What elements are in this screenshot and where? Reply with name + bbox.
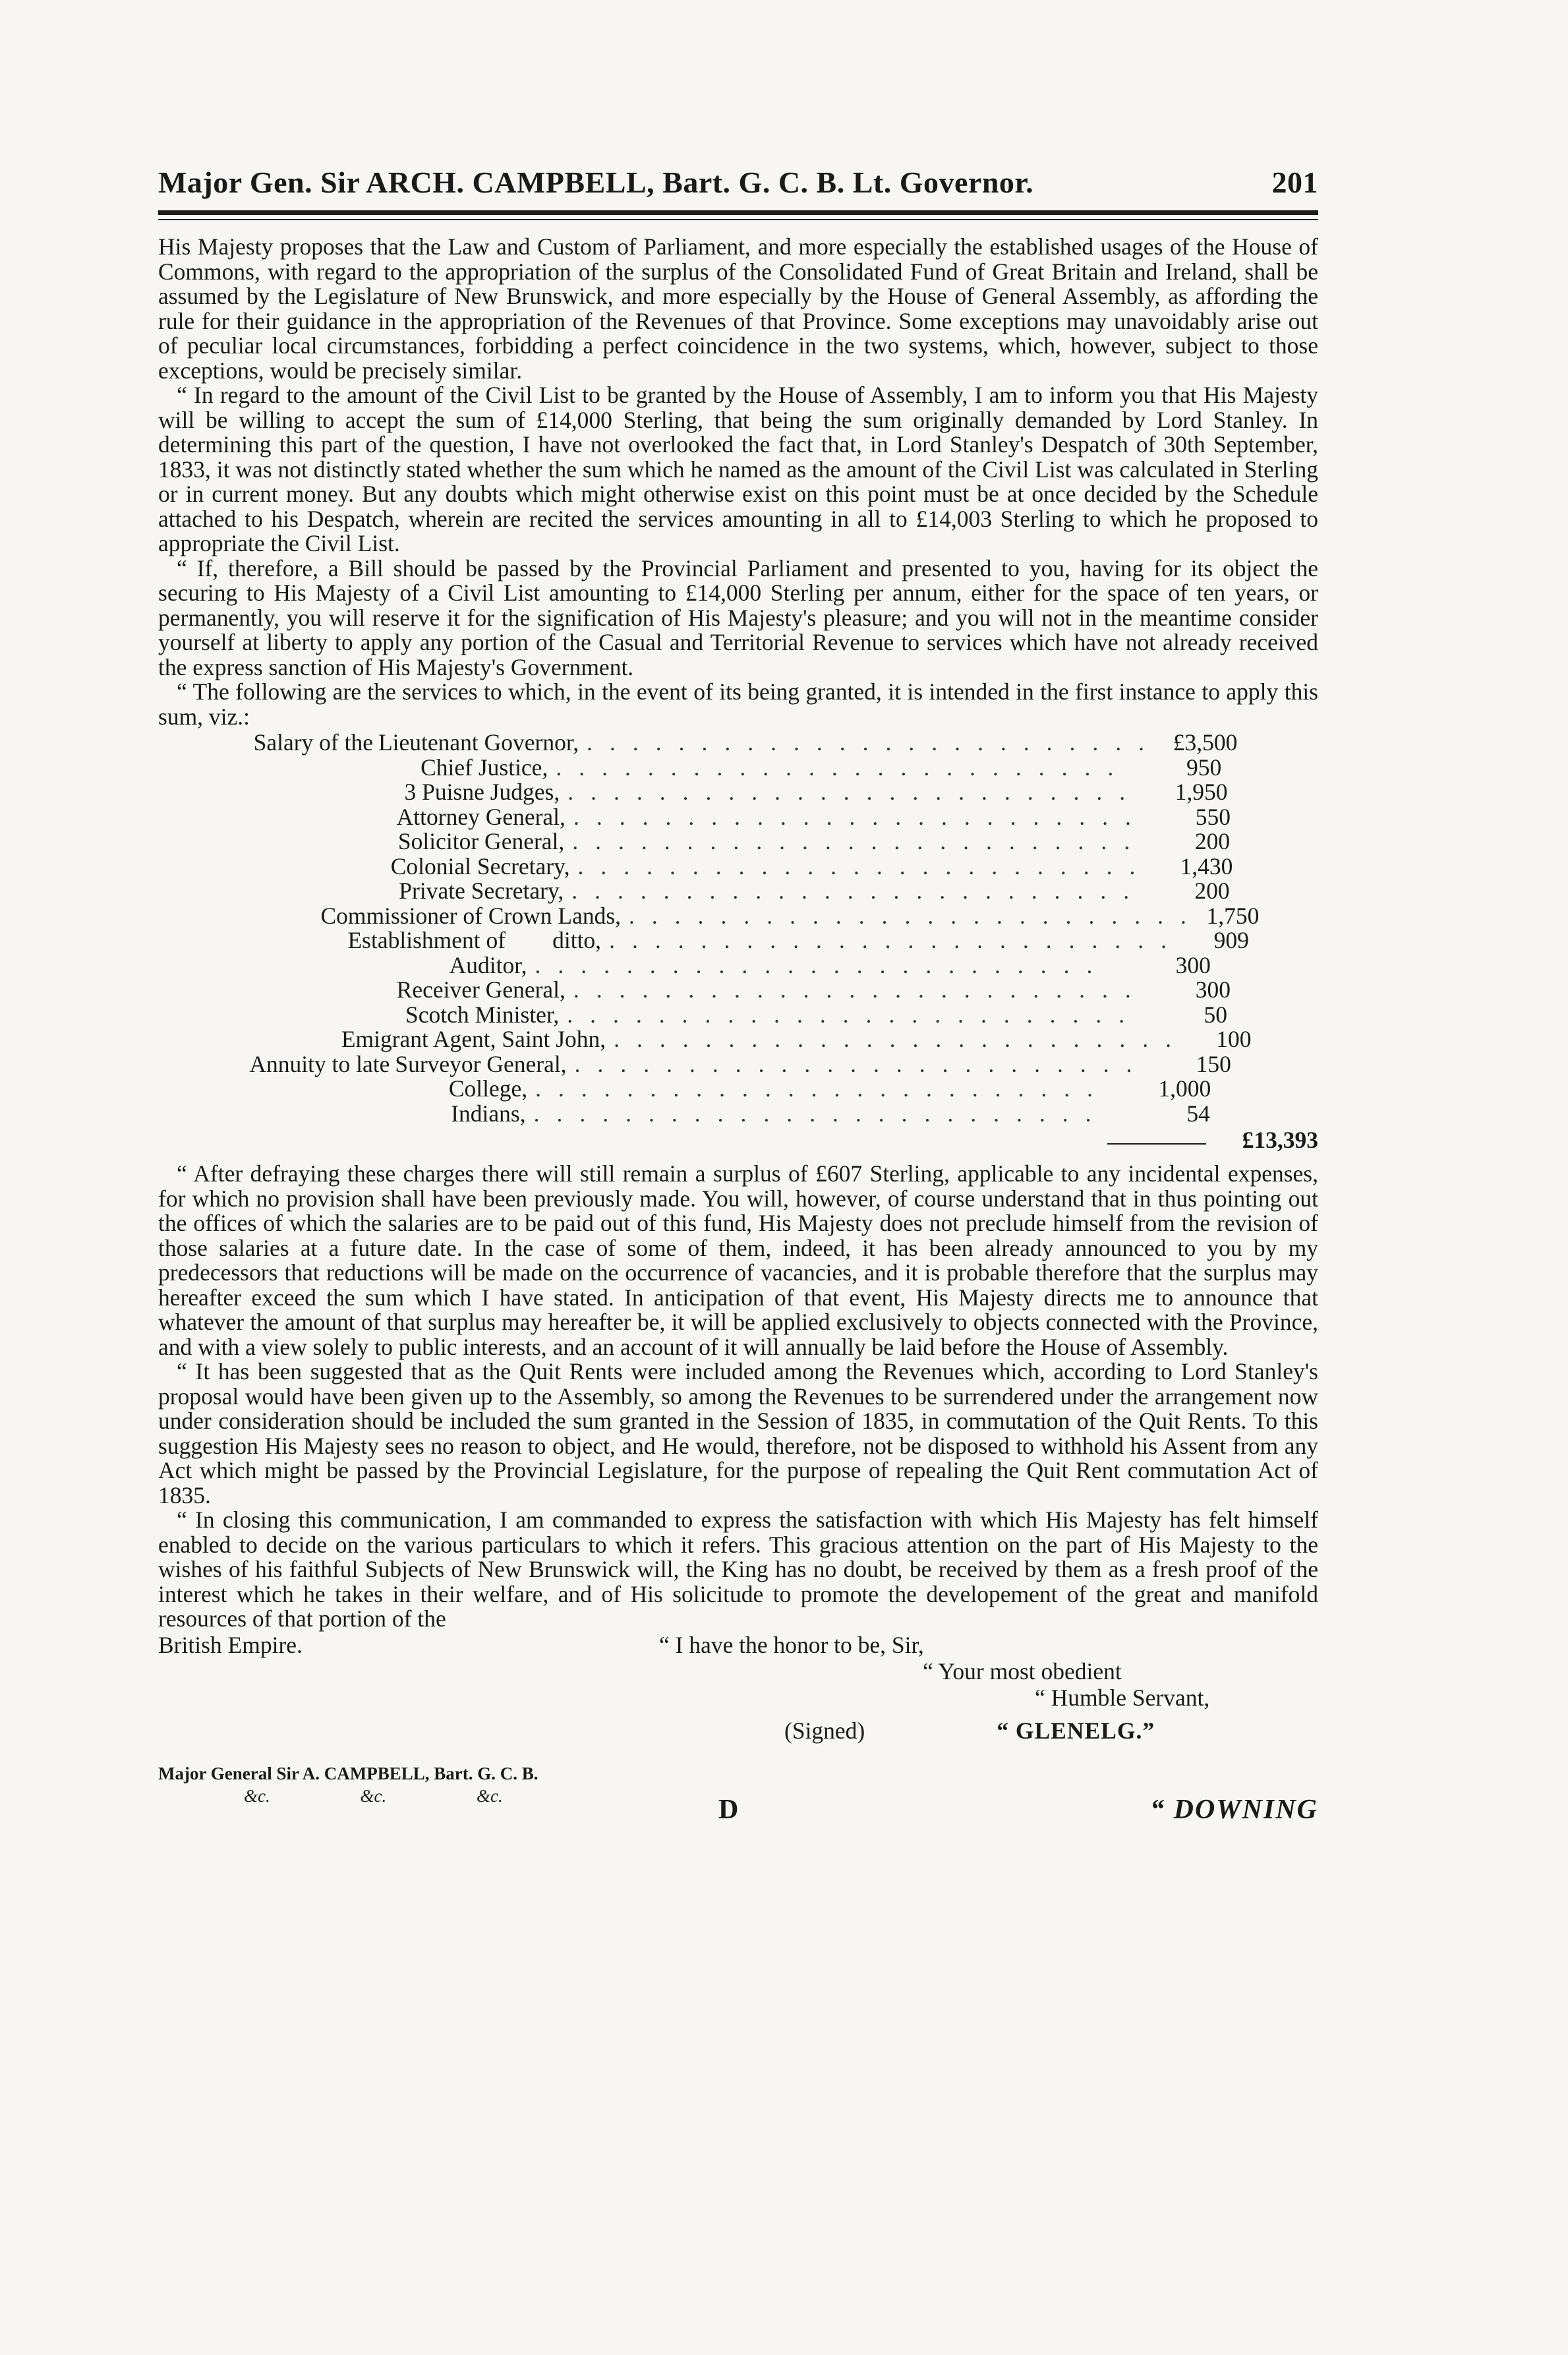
row-amount: 50 [1204, 1001, 1227, 1028]
header-rule-thin [158, 219, 1318, 220]
row-prefix [158, 805, 397, 830]
leader-dots: ......................... [571, 878, 1147, 904]
row-item: Chief Justice, [421, 754, 548, 781]
row-amount: 909 [1213, 927, 1249, 953]
closing-empire: British Empire. [158, 1631, 303, 1658]
row-prefix [158, 756, 421, 781]
leader-dots: ......................... [535, 951, 1110, 978]
row-prefix [158, 928, 348, 953]
row-amount: £3,500 [1173, 729, 1238, 756]
leader-dots: ......................... [573, 976, 1148, 1003]
table-row [158, 854, 1318, 879]
table-row [158, 829, 1318, 854]
catchword: “ DOWNING [1150, 1794, 1318, 1825]
row-item: Auditor, [449, 951, 527, 978]
row-prefix [158, 829, 398, 854]
row-prefix [158, 1077, 449, 1102]
row-amount: 100 [1216, 1026, 1252, 1052]
signature-mark: D [718, 1794, 739, 1825]
row-prefix [158, 1102, 451, 1127]
leader-dots: ......................... [587, 729, 1162, 756]
paragraph: His Majesty proposes that the Law and Custom of Parliament, and more especially the established usages of the House of Commons, with regard to the appropriation of the surplus of the Consolidated Fund of Great Britain and Ireland, shall be assumed by the Legislature of New Brunswick, and more especially by the House of General Assembly, as affording the rule for their guidance in the appropriation of the Revenues of that Province. Some exceptions may unavoidably arise out of peculiar local circumstances, forbidding a perfect coincidence in the two systems, which, however, subject to those exceptions, would be precisely similar. [158, 233, 1318, 384]
closing-servant: “ Humble Servant, [1035, 1684, 1210, 1711]
row-amount: 200 [1194, 878, 1230, 904]
table-row [158, 978, 1318, 1003]
row-item: Receiver General, [396, 976, 566, 1003]
table-row [158, 1077, 1318, 1102]
table-row [158, 730, 1318, 756]
letter-closing [158, 1632, 1318, 1744]
addressee-etc: &c. &c. &c. [244, 1785, 503, 1806]
table-row [158, 1102, 1318, 1127]
paragraph: “ It has been suggested that as the Quit Rents were included among the Revenues which, according to Lord Stanley's proposal would have been given up to the Assembly, so among the Revenues to be surrendered under the arrangement now under consideration should be included the sum granted in the Session of 1835, in commutation of the Quit Rents. To this suggestion His Majesty sees no reason to object, and He would, therefore, not be disposed to withhold his Assent from any Act which might be passed by the Provincial Legislature, for the purpose of repealing the Quit Rent commutation Act of 1835. [158, 1358, 1318, 1508]
leader-dots: ......................... [535, 1075, 1110, 1102]
body-text-continued [158, 1162, 1318, 1632]
leader-dots: ......................... [533, 1100, 1109, 1127]
leader-dots: ......................... [567, 779, 1143, 805]
row-item: 3 Puisne Judges, [404, 779, 560, 805]
row-item: Emigrant Agent, Saint John, [341, 1026, 606, 1052]
leader-dots: ......................... [567, 1001, 1142, 1028]
running-header [158, 165, 1318, 200]
row-item: Commissioner of Crown Lands, [320, 902, 622, 929]
row-item: Solicitor General, [397, 828, 565, 854]
page-number: 201 [1271, 165, 1318, 199]
paragraph: “ The following are the services to which, in the event of its being granted, it is intended in the first instance to apply this sum, viz.: [158, 678, 1318, 730]
leader-dots: ......................... [574, 1050, 1149, 1077]
leader-dots: ......................... [573, 803, 1148, 830]
leader-dots: ......................... [629, 902, 1204, 929]
closing-signed: (Signed) [784, 1717, 865, 1744]
row-amount: 950 [1186, 754, 1222, 781]
row-prefix [158, 953, 450, 978]
closing-honor: “ I have the honor to be, Sir, [659, 1631, 924, 1658]
table-row [158, 928, 1318, 953]
row-amount: 300 [1175, 951, 1211, 978]
row-prefix [158, 879, 399, 904]
row-amount: 200 [1194, 828, 1231, 854]
row-item: Surveyor General, [395, 1050, 567, 1077]
table-row [158, 879, 1318, 904]
table-row [158, 1003, 1318, 1028]
table-row [158, 780, 1318, 805]
leader-dots: ......................... [609, 927, 1184, 953]
row-amount: 1,750 [1206, 902, 1260, 929]
table-total: £13,393 [1242, 1126, 1318, 1153]
row-prefix [158, 904, 320, 929]
row-amount: 1,000 [1158, 1075, 1211, 1102]
signatory-name: “ GLENELG.” [997, 1717, 1155, 1744]
closing-obedient: “ Your most obedient [923, 1657, 1122, 1684]
leader-dots: ......................... [556, 754, 1131, 781]
row-amount: 300 [1195, 976, 1231, 1003]
row-amount: 1,950 [1175, 779, 1228, 805]
row-amount: 550 [1195, 803, 1231, 830]
total-rule [1107, 1143, 1206, 1145]
row-prefix [158, 780, 405, 805]
running-title: Major Gen. Sir ARCH. CAMPBELL, Bart. G. C. B. Lt. Governor. [158, 165, 1034, 199]
row-prefix: Salary of the [253, 729, 373, 756]
paragraph: “ In regard to the amount of the Civil List to be granted by the House of Assembly, I am to inform you that His Majesty will be willing to accept the sum of £14,000 Sterling, that being the sum originally demanded by Lord Stanley. In determining this part of the question, I have not overlooked the fact that, in Lord Stanley's Despatch of 30th September, 1833, it was not distinctly stated whether the sum which he named as the amount of the Civil List was calculated in Sterling or in current money. But any doubts which might otherwise exist on this point must be at once decided by the Schedule attached to his Despatch, wherein are recited the services amounting in all to £14,003 Sterling to which he proposed to appropriate the Civil List. [158, 382, 1318, 556]
paragraph: “ If, therefore, a Bill should be passed by the Provincial Parliament and presented to you, having for its object the securing to His Majesty of a Civil List amounting to £14,000 Sterling per annum, either for the space of ten years, or permanently, you will reserve it for the signification of His Majesty's pleasure; and you will not in the meantime consider yourself at liberty to apply any portion of the Casual and Territorial Revenue to services which have not already received the express sanction of His Majesty's Government. [158, 554, 1318, 680]
row-item: Establishment of ditto, [347, 927, 602, 953]
body-text [158, 235, 1318, 729]
civil-list-table [158, 730, 1318, 1152]
leader-dots: ......................... [572, 828, 1147, 854]
leader-dots: ......................... [614, 1026, 1189, 1052]
row-item: Indians, [451, 1100, 526, 1127]
row-prefix [158, 854, 391, 879]
table-row [158, 1052, 1318, 1077]
row-prefix [158, 1003, 405, 1028]
table-row [158, 1027, 1318, 1052]
table-row [158, 756, 1318, 781]
row-item: Attorney General, [396, 803, 566, 830]
row-item: Private Secretary, [399, 878, 564, 904]
leader-dots: ......................... [577, 852, 1153, 879]
row-item: Scotch Minister, [405, 1001, 560, 1028]
table-total-row [158, 1126, 1318, 1152]
header-rule-thick [158, 210, 1318, 215]
row-prefix [158, 1027, 341, 1052]
table-row [158, 953, 1318, 978]
table-row [158, 904, 1318, 929]
row-prefix [158, 978, 397, 1003]
paragraph: “ After defraying these charges there will still remain a surplus of £607 Sterling, applicable to any incidental expenses, for which no provision shall have been previously made. You will, however, of course understand that in thus pointing out the offices of which the salaries are to be paid out of this fund, His Majesty does not preclude himself from the revision of those salaries at a future date. In the case of some of them, indeed, it has been already announced to you by my predecessors that reductions will be made on the occurrence of vacancies, and it is probable therefore that the surplus may hereafter exceed the sum which I have stated. In anticipation of that event, His Majesty directs me to announce that whatever the amount of that surplus may hereafter be, it will be applied exclusively to objects connected with the Province, and with a view solely to public interests, and an account of it will annually be laid before the House of Assembly. [158, 1160, 1318, 1360]
row-amount: 1,430 [1180, 852, 1233, 879]
paragraph: “ In closing this communication, I am commanded to express the satisfaction with which His Majesty has felt himself enabled to decide on the various particulars to which it refers. This gracious attention on the part of His Majesty to the wishes of his faithful Subjects of New Brunswick will, the King has no doubt, be received by them as a fresh proof of the interest which he takes in their welfare, and of His solicitude to promote the developement of the great and manifold resources of that portion of the [158, 1506, 1318, 1632]
row-amount: 54 [1186, 1100, 1210, 1127]
row-item: Colonial Secretary, [390, 852, 570, 879]
row-prefix: Annuity to late [249, 1050, 390, 1077]
row-item: College, [448, 1075, 528, 1102]
addressee-name: Major General Sir A. CAMPBELL, Bart. G. C. B. [158, 1763, 538, 1783]
row-amount: 150 [1196, 1050, 1231, 1077]
table-row [158, 805, 1318, 830]
document-page [158, 165, 1318, 1826]
row-item: Lieutenant Governor, [378, 729, 579, 756]
